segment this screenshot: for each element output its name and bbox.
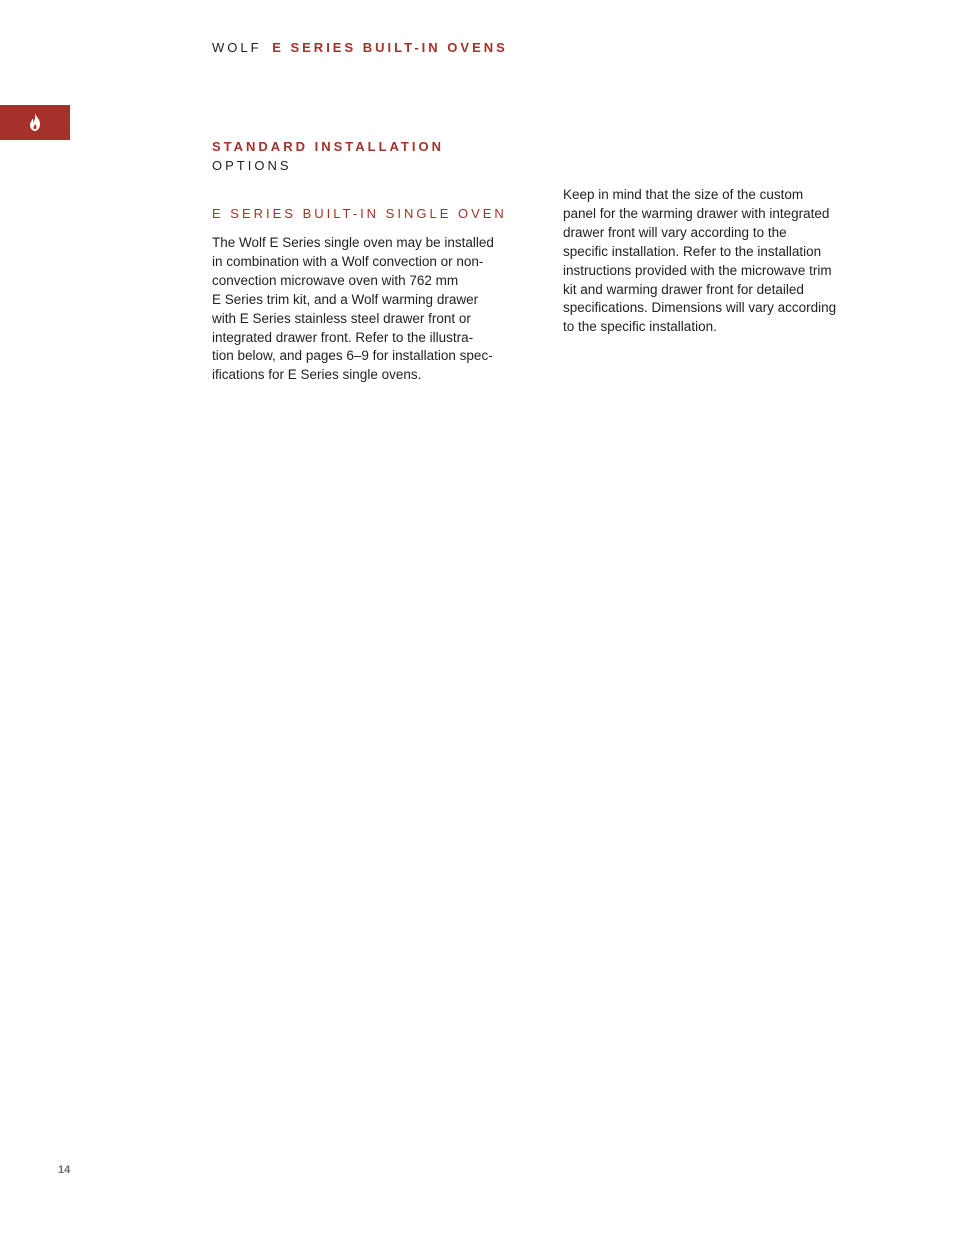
section-title: STANDARD INSTALLATION [212,139,444,154]
header-series: E SERIES BUILT-IN OVENS [272,40,508,55]
section-tab [0,105,70,140]
page-number: 14 [58,1164,71,1176]
left-column-paragraph: The Wolf E Series single oven may be installed in combination with a Wolf convection or non- convection microwave oven with 762 mm E Series trim kit, and a Wolf warming drawer with E Series stainless steel drawer front or integrated drawer front. Refer to the illustra- tion below, and pages 6–9 for installation spec- ifications for E Series single ovens. [212,235,494,383]
subheading: E SERIES BUILT-IN SINGLE OVEN [212,206,507,221]
running-header [212,40,508,55]
right-column-paragraph: Keep in mind that the size of the custom panel for the warming drawer with integrated drawer front will vary according to the specific installation. Refer to the installation instructions provided with the microwave trim kit and warming drawer front for detailed specifications. Dimensions will vary according to the specific installation. [563,187,837,335]
section-subtitle: OPTIONS [212,158,292,173]
header-brand: WOLF [212,40,262,55]
flame-icon [28,113,42,131]
